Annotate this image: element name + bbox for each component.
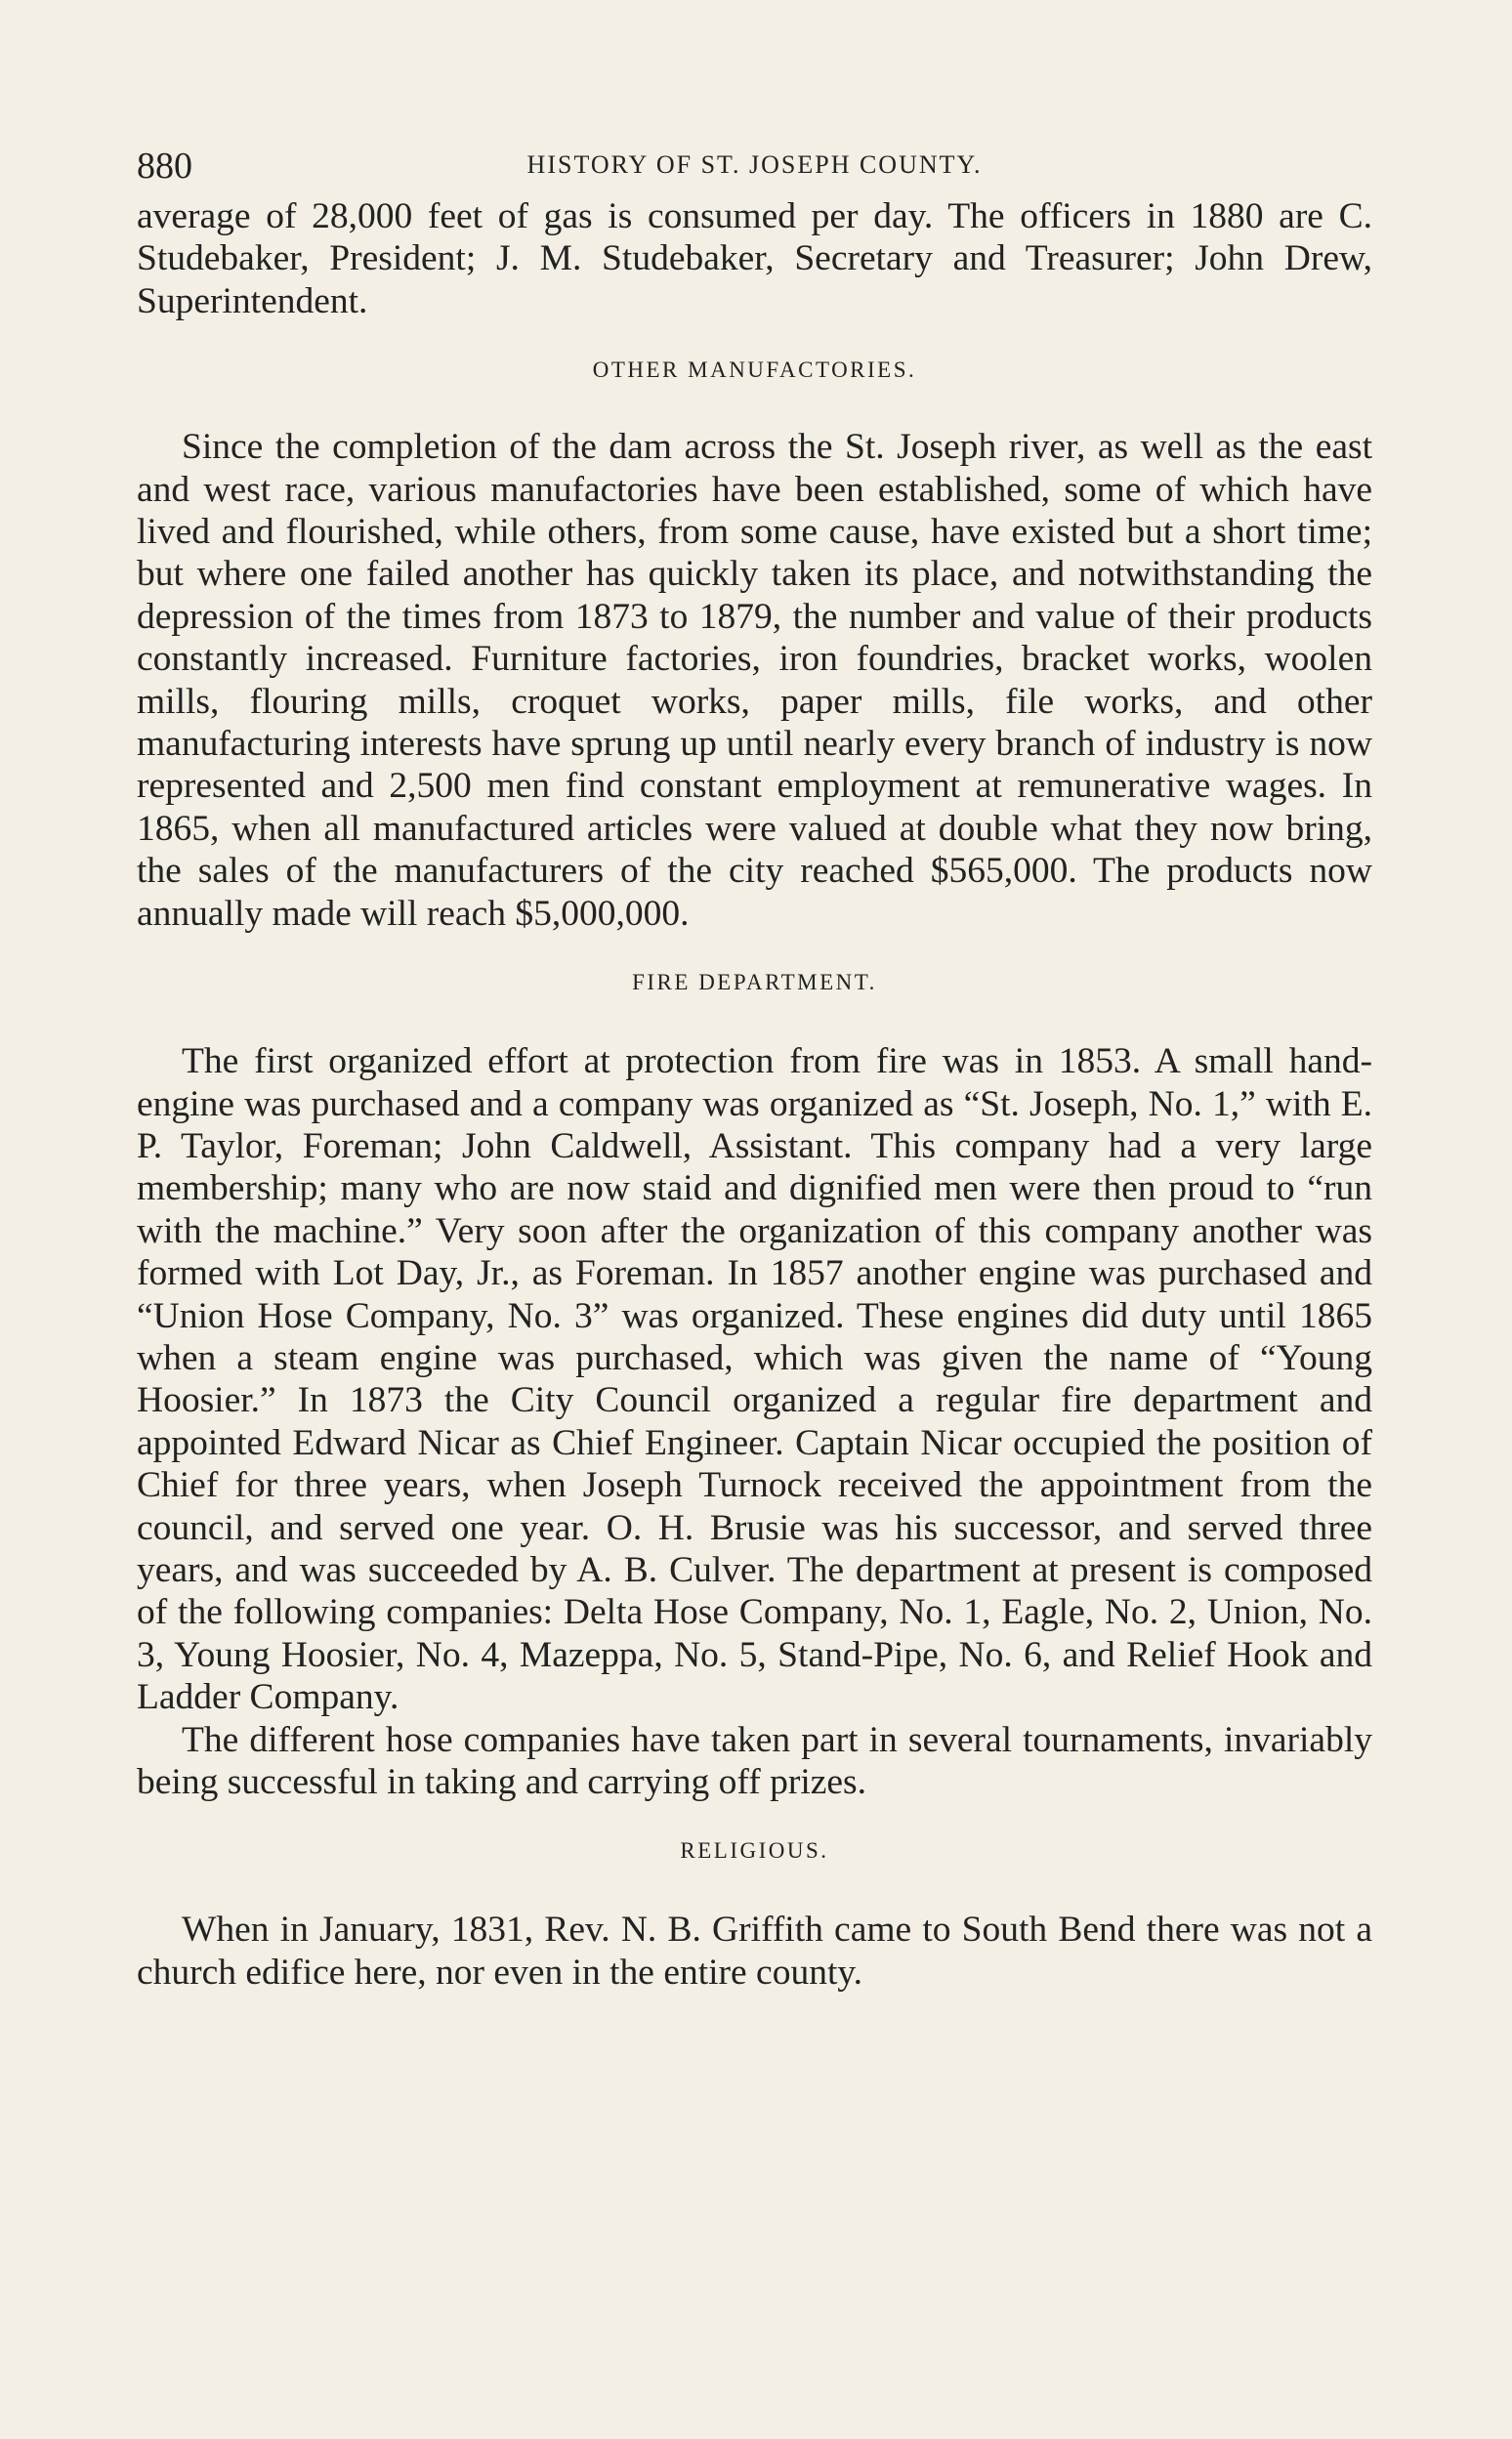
book-page: [137, 137, 1372, 1994]
section-heading-fire-department: FIRE DEPARTMENT.: [632, 970, 877, 995]
paragraph-fire-tournaments: The different hose companies have taken part in several tournaments, invariably being successful in taking and carrying off prizes.: [137, 1719, 1372, 1802]
paragraph-fire-history: The first organized effort at protection from fire was in 1853. A small hand-engine was purchased and a company was organized as “St. Joseph, No. 1,” with E. P. Taylor, Foreman; John Caldwell, Assistant. This company had a very large membership; many who are now staid and dignified men were then proud to “run with the machine.” Very soon after the organization of this company another was formed with Lot Day, Jr., as Foreman. In 1857 another engine was purchased and “Union Hose Company, No. 3” was organized. These engines did duty until 1865 when a steam engine was purchased, which was given the name of “Young Hoosier.” In 1873 the City Council organized a regular fire department and appointed Edward Nicar as Chief Engineer. Captain Nicar occupied the position of Chief for three years, when Joseph Turnock received the appointment from the council, and served one year. O. H. Brusie was his successor, and served three years, and was succeeded by A. B. Culver. The department at present is composed of the following companies: Delta Hose Company, No. 1, Eagle, No. 2, Union, No. 3, Young Hoosier, No. 4, Mazeppa, No. 5, Stand-Pipe, No. 6, and Relief Hook and Ladder Company.: [137, 1041, 1372, 1718]
paragraph-religious: When in January, 1831, Rev. N. B. Griffith came to South Bend there was not a church edifice here, nor even in the entire county.: [137, 1910, 1372, 1993]
page-number: 880: [137, 146, 192, 187]
section-heading-other-manufactories: OTHER MANUFACTORIES.: [592, 357, 917, 383]
running-head: [137, 137, 1372, 195]
book-title: HISTORY OF ST. JOSEPH COUNTY.: [526, 150, 983, 179]
section-heading-religious: RELIGIOUS.: [680, 1838, 829, 1864]
paragraph-manufactories: Since the completion of the dam across the St. Joseph river, as well as the east and west race, various manufactories have been established, some of which have lived and flourished, while others, from some cause, have existed but a short time; but where one failed another has quickly taken its place, and notwithstanding the depression of the times from 1873 to 1879, the number and value of their products constantly increased. Furniture factories, iron foundries, bracket works, woolen mills, flouring mills, croquet works, paper mills, file works, and other manufacturing interests have sprung up until nearly every branch of industry is now represented and 2,500 men find constant employment at remunerative wages. In 1865, when all manufactured articles were valued at double what they now bring, the sales of the manufacturers of the city reached $565,000. The products now annually made will reach $5,000,000.: [137, 427, 1372, 934]
paragraph-gas-officers: average of 28,000 feet of gas is consumed per day. The officers in 1880 are C. Studebaker, President; J. M. Studebaker, Secretary and Treasurer; John Drew, Superintendent.: [137, 196, 1372, 321]
